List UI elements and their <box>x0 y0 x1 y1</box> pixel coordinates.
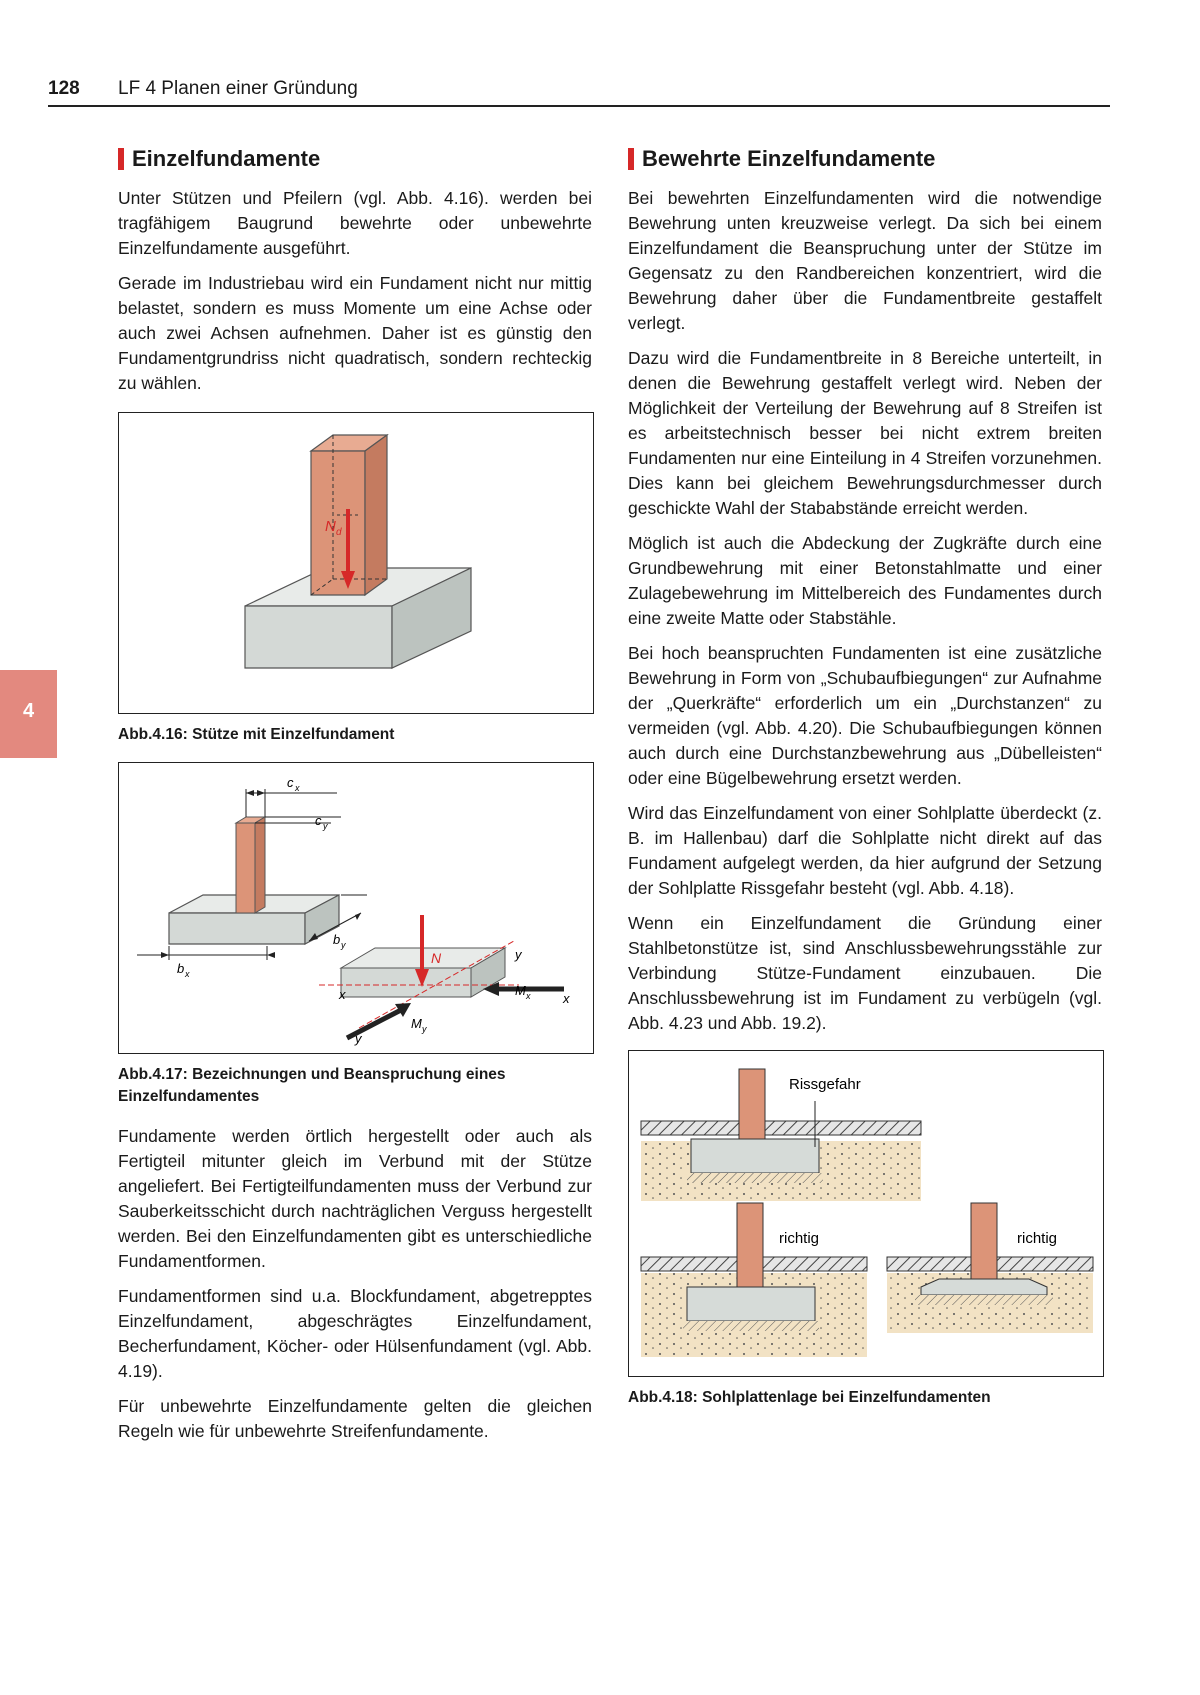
column-footing-drawing <box>119 413 593 713</box>
left-paragraph-2: Gerade im Industriebau wird ein Fundament nicht nur mittig belastet, sondern es muss Momente um eine Achse oder auch zwei Achsen aufnehmen. Daher ist es günstig den Fundamentgrundriss nicht quadratisch, sondern rechteckig zu wählen. <box>118 273 592 393</box>
heading-einzelfundamente: Einzelfundamente <box>118 146 592 172</box>
caption-4-18: Abb.4.18: Sohlplattenlage bei Einzelfundamenten <box>628 1389 991 1406</box>
slab-position-drawing <box>629 1051 1103 1376</box>
svg-text:x: x <box>295 783 300 793</box>
notation-drawing <box>119 763 593 1053</box>
svg-text:y: y <box>323 821 328 831</box>
left-paragraph-4: Fundamentformen sind u.a. Blockfundament, abgetrepptes Einzelfundament, abgeschrägtes Einzelfundament, Becherfundament, Köcher- oder Hülsenfundament (vgl. Abb. 4.19). <box>118 1286 592 1381</box>
header-rule <box>48 105 1110 107</box>
label-y-top: y <box>515 947 522 962</box>
label-by: b <box>333 932 341 947</box>
running-title: LF 4 Planen einer Gründung <box>118 78 358 99</box>
svg-text:d: d <box>336 527 342 538</box>
label-my: M <box>411 1016 422 1031</box>
left-paragraph-5: Für unbewehrte Einzelfundamente gelten die gleichen Regeln wie für unbewehrte Streifenfundamente. <box>118 1396 592 1441</box>
label-y-bottom: y <box>355 1031 362 1046</box>
label-richtig-2: richtig <box>1017 1230 1058 1247</box>
page-number: 128 <box>48 78 80 99</box>
label-mx: M <box>515 983 526 998</box>
right-paragraph-1: Bei bewehrten Einzelfundamenten wird die notwendige Bewehrung unten kreuzweise verlegt. Da sich bei einem Einzelfundament die Beanspruchung unter der Stütze im Gegensatz zu den Randbereichen konzentriert, wird die Bewehrung daher über die Fundamentbreite gestaffelt verlegt. <box>628 188 1102 333</box>
svg-text:y: y <box>422 1024 427 1034</box>
svg-text:y: y <box>341 940 346 950</box>
figure-4-17 <box>118 762 594 1054</box>
left-paragraph-3: Fundamente werden örtlich hergestellt oder auch als Fertigteil mitunter gleich im Verbund mit der Stütze angeliefert. Bei Fertigteilfundamenten muss der Verbund zur Sauberkeitsschicht durch nachträglichen Verguss hergestellt werden. Bei den Einzelfundamenten gibt es unterschiedliche Fundamentformen. <box>118 1126 592 1271</box>
label-bx: b <box>177 961 185 976</box>
right-paragraph-2: Dazu wird die Fundamentbreite in 8 Bereiche unterteilt, in denen die Bewehrung gestaffelt verlegt wird. Neben der Möglichkeit der Verteilung der Bewehrung auf 8 Streifen ist es arbeitstechnisch besser bei nicht extrem breiten Fundamenten nur eine Einteilung in 4 Streifen vorzunehmen. Dies kann bei gleichem Bewehrungsdurchmesser durch geschickte Wahl der Stababstände erreicht werden. <box>628 348 1102 518</box>
svg-text:x: x <box>185 969 190 979</box>
label-x-left: x <box>339 987 346 1002</box>
label-n: N <box>431 950 442 966</box>
label-x-right: x <box>563 991 570 1006</box>
caption-4-17: Abb.4.17: Bezeichnungen und Beanspruchung eines Einzelfundamentes <box>118 1066 506 1105</box>
chapter-tab <box>0 670 57 758</box>
label-rissgefahr: Rissgefahr <box>789 1076 861 1093</box>
label-cy: c <box>315 813 322 828</box>
left-column <box>118 146 592 1454</box>
svg-text:x: x <box>526 991 531 1001</box>
left-paragraph-1: Unter Stützen und Pfeilern (vgl. Abb. 4.16). werden bei tragfähigem Baugrund bewehrte oder unbewehrte Einzelfundamente ausgeführt. <box>118 188 592 258</box>
caption-4-16: Abb.4.16: Stütze mit Einzelfundament <box>118 726 395 743</box>
chapter-tab-label: 4 <box>22 700 35 722</box>
label-richtig-1: richtig <box>779 1230 820 1247</box>
right-paragraph-6: Wenn ein Einzelfundament die Gründung einer Stahlbetonstütze ist, sind Anschlussbewehrungsstähle zur Verbindung Stütze-Fundament einzubauen. Die Anschlussbewehrung ist im Fundament zu verbügeln (vgl. Abb. 4.23 und Abb. 19.2). <box>628 913 1102 1033</box>
label-nd: N <box>325 518 336 535</box>
figure-4-18 <box>628 1050 1104 1377</box>
right-paragraph-4: Bei hoch beanspruchten Fundamenten ist eine zusätzliche Bewehrung in Form von „Schubaufbiegungen“ zur Aufnahme der „Querkräfte“ erforderlich um ein „Durchstanzen“ zu vermeiden (vgl. Abb. 4.20). Die Schubaufbiegungen können auch durch eine Durchstanzbewehrung aus „Dübelleisten“ oder eine Bügelbewehrung ersetzt werden. <box>628 643 1102 788</box>
right-column <box>628 146 1102 1425</box>
label-cx: c <box>287 775 294 790</box>
right-paragraph-3: Möglich ist auch die Abdeckung der Zugkräfte durch eine Grundbewehrung mit einer Betonstahlmatte und einer Zulagebewehrung im Mittelbereich des Fundamentes durch eine zweite Matte oder Stabstähle. <box>628 533 1102 628</box>
right-paragraph-5: Wird das Einzelfundament von einer Sohlplatte überdeckt (z. B. im Hallenbau) darf die Sohlplatte nicht direkt auf das Fundament aufgelegt werden, da hier aufgrund der Setzung der Sohlplatte Rissgefahr besteht (vgl. Abb. 4.18). <box>628 803 1102 898</box>
figure-4-16 <box>118 412 594 714</box>
heading-bewehrte-einzelfundamente: Bewehrte Einzelfundamente <box>628 146 1102 172</box>
